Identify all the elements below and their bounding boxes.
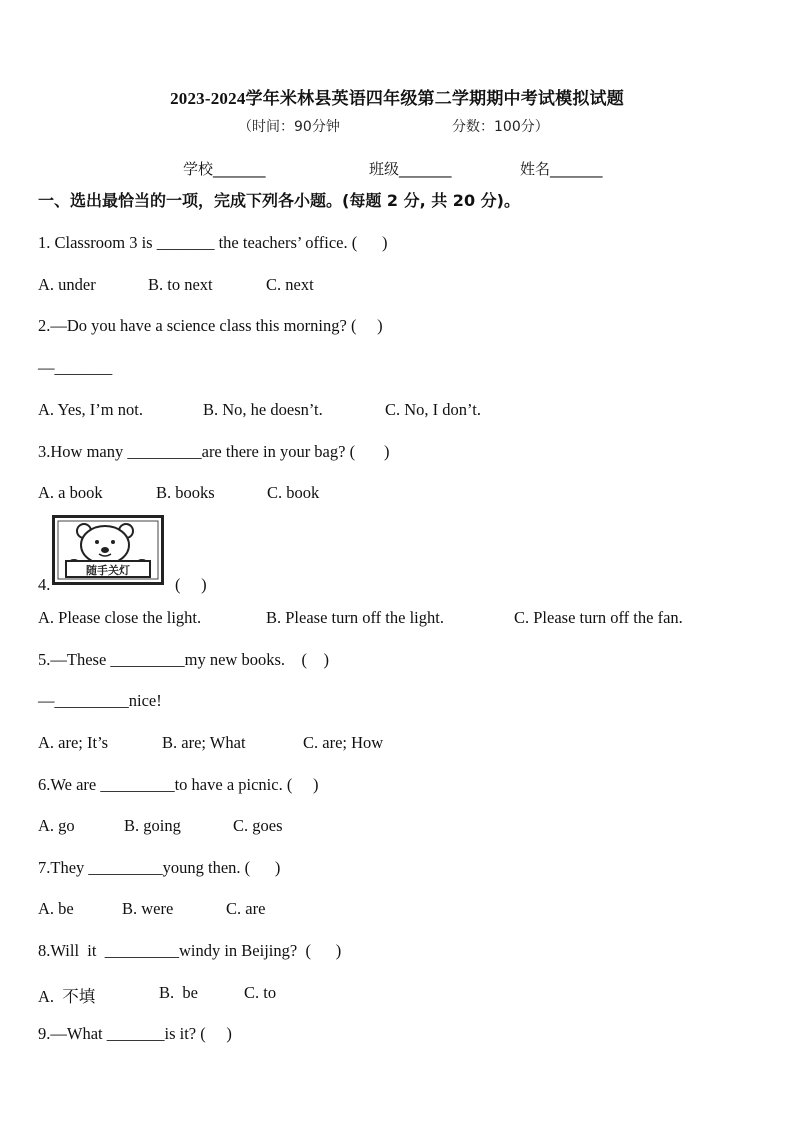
q2-option-c: C. No, I don’t. (385, 400, 481, 419)
q3-option-a: A. a book (38, 483, 103, 502)
q6-option-c: C. goes (233, 816, 283, 835)
question-2: 2.—Do you have a science class this morning? ( ) (38, 316, 383, 335)
question-7: 7.They _________young then. ( ) (38, 858, 281, 877)
q7-option-a: A. be (38, 899, 74, 918)
q5-option-a: A. are; It’s (38, 733, 109, 752)
q2-reply: —_______ (38, 358, 113, 377)
q1-option-b: B. to next (148, 275, 213, 294)
question-5: 5.—These _________my new books. ( ) (38, 650, 330, 669)
q2-option-a: A. Yes, I’m not. (38, 400, 143, 419)
question-4-paren: ( ) (175, 575, 207, 594)
q4-option-b: B. Please turn off the light. (266, 608, 444, 627)
q8-option-a: A. 不填 (38, 987, 96, 1006)
q2-option-b: B. No, he doesn’t. (203, 400, 323, 419)
q1-option-a: A. under (38, 275, 96, 294)
sign-text: 随手关灯 (86, 564, 130, 577)
q6-option-b: B. going (124, 816, 181, 835)
q4-option-c: C. Please turn off the fan. (514, 608, 683, 627)
q8-option-b: B. be (159, 983, 198, 1002)
page-title: 2023-2024学年米林县英语四年级第二学期期中考试模拟试题 (170, 89, 624, 108)
school-field: 学校_______ (183, 160, 266, 178)
q7-option-c: C. are (226, 899, 266, 918)
q7-option-b: B. were (122, 899, 174, 918)
q8-option-c: C. to (244, 983, 277, 1002)
q3-option-c: C. book (267, 483, 320, 502)
class-field: 班级_______ (369, 160, 452, 178)
q5-option-b: B. are; What (162, 733, 246, 752)
question-4-number: 4. (38, 575, 51, 594)
q4-option-a: A. Please close the light. (38, 608, 202, 627)
time-label: （时间：90分钟 (238, 119, 340, 135)
question-3: 3.How many _________are there in your bag? ( ) (38, 442, 390, 461)
question-9: 9.—What _______is it? ( ) (38, 1024, 232, 1043)
q5-option-c: C. are; How (303, 733, 384, 752)
q3-option-b: B. books (156, 483, 215, 502)
q1-option-c: C. next (266, 275, 314, 294)
q5-reply: —_________nice! (38, 691, 162, 710)
score-label: 分数：100分） (452, 119, 549, 135)
question-8: 8.Will it _________windy in Beijing? ( ) (38, 941, 342, 960)
turn-off-light-sign-image (52, 515, 164, 585)
question-6: 6.We are _________to have a picnic. ( ) (38, 775, 319, 794)
name-field: 姓名_______ (520, 160, 603, 178)
section-heading: 一、选出最恰当的一项，完成下列各小题。(每题 2 分, 共 20 分)。 (38, 191, 520, 210)
question-1: 1. Classroom 3 is _______ the teachers’ office. ( ) (38, 233, 388, 252)
q6-option-a: A. go (38, 816, 75, 835)
